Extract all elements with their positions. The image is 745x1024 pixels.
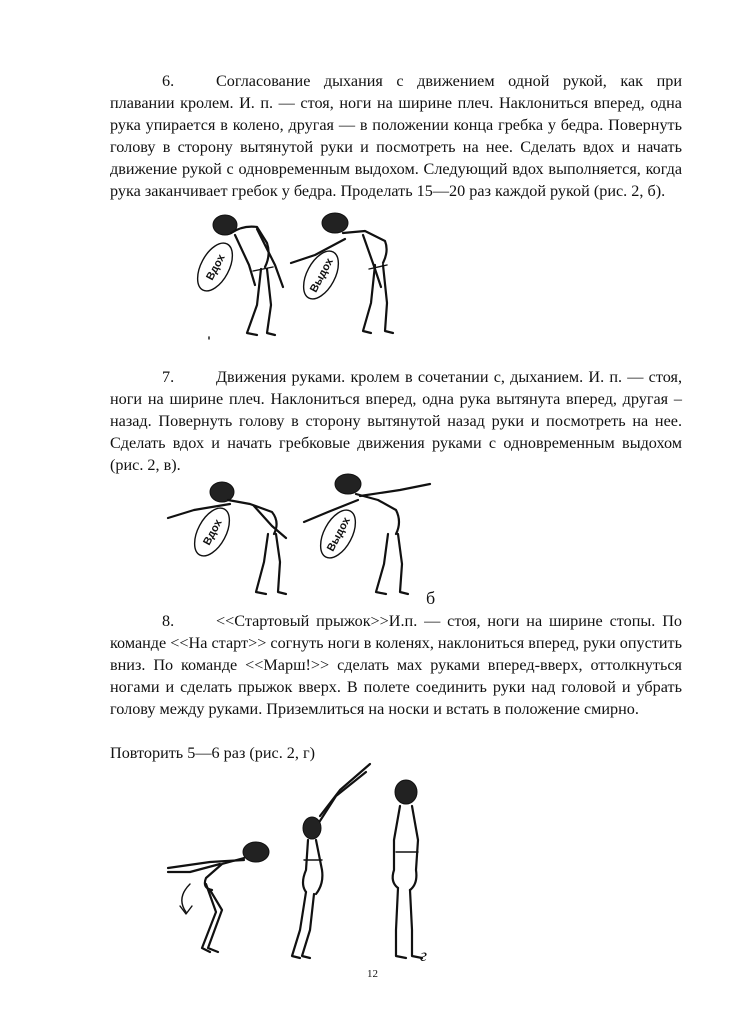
bubble-inhale-text: Вдох	[204, 252, 228, 283]
figure-rec-2b	[195, 205, 415, 355]
swimmer-figure-left	[195, 215, 283, 339]
paragraph-6	[110, 70, 682, 202]
swimmer-figure-right	[291, 213, 393, 333]
crouch-figure	[168, 842, 269, 952]
paragraph-8	[110, 610, 682, 720]
paragraph-number: 8.	[162, 612, 175, 630]
swimmer-figure-right	[304, 474, 430, 594]
jump-figure	[292, 764, 370, 958]
paragraph-number: 7.	[162, 368, 175, 386]
paragraph-text: Согласование дыхания с движением одной рукой, как при плавании кролем. И. п. — стоя, ноги на ширине плеч. Наклониться вперед, одна рука упирается в колено, другая — в положении конца гребка у бедра. Повернуть голову в сторону вытянутой руки и посмотреть на нее. Сделать вдох и начать движение рукой с одновременным выдохом. Следующий вдох выполняется, когда рука заканчивает гребок у бедра. Проделать 15—20 раз каждой рукой (рис. 2, б).	[110, 72, 682, 200]
paragraph-text: Движения руками. кролем в сочетании с, дыханием. И. п. — стоя, ноги на ширине плеч. Наклониться вперед, одна рука вытянута вперед, другая –назад. Повернуть голову в сторону вытянутой назад руки и посмотреть на нее. Сделать вдох и начать гребковые движения руками с одновременным выдохом (рис. 2, в).	[110, 368, 682, 474]
stand-figure	[393, 780, 422, 958]
paragraph-7	[110, 366, 682, 476]
paragraph-text: <<Стартовый прыжок>>И.п. — стоя, ноги на ширине стопы. По команде <<На старт>> согнуть ноги в коленях, наклониться вперед, руки опустить вниз. По команде <<Марш!>> сделать мах руками вперед-вверх, оттолкнуться ногами и сделать прыжок вверх. В полете соединить руки над головой и убрать голову между руками. Приземлиться на носки и встать в положение смирно.	[110, 612, 682, 718]
page-number: 12	[367, 968, 378, 980]
figure-label-g: г	[420, 945, 428, 965]
bubble-exhale-text: Выдох	[307, 256, 336, 295]
figure-label-b: б	[426, 588, 436, 608]
bubble-exhale-text: Выдох	[324, 515, 353, 554]
swimmer-figure-left	[168, 482, 286, 594]
figure-rec-2v	[160, 470, 450, 600]
figure-rec-2g	[160, 760, 450, 965]
paragraph-number: 6.	[162, 72, 175, 90]
bubble-inhale-text: Вдох	[201, 517, 225, 548]
paragraph-8-repeat: Повторить 5—6 раз (рис. 2, г)	[110, 744, 316, 762]
